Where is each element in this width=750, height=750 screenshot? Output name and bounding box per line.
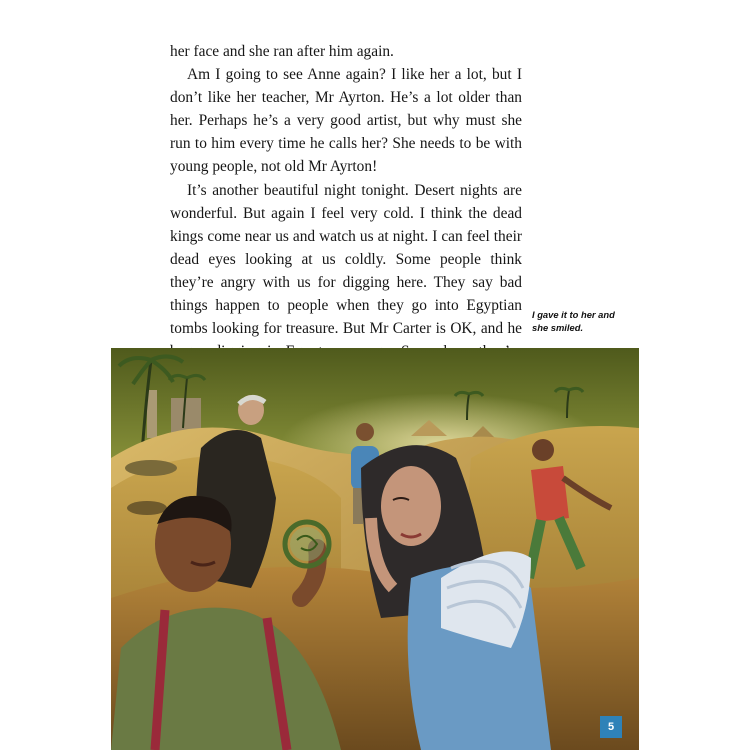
page-number: 5 <box>600 716 622 738</box>
paragraph-2: Am I going to see Anne again? I like her a lot, but I don’t like her teacher, Mr Ayrton. He’s a lot older than her. Perhaps he’s a very good artist, but why must she run to him every time he calls her? She needs to be with young people, not old Mr Ayrton! <box>170 66 522 176</box>
paragraph-3: It’s another beautiful night tonight. Desert nights are wonderful. But again I feel very cold. I think the dead kings come near us and watch us at night. I can feel their dead eyes looking at us coldly. Some people think they’re angry with us for digging here. They say bad things happen to people when they go into Egyptian tombs looking for treasure. But Mr Carter is OK, and he <box>170 181 522 338</box>
rock <box>127 501 167 515</box>
story-text <box>170 40 522 386</box>
illustration-caption: I gave it to her and she smiled. <box>532 309 615 333</box>
paragraph-1: her face and she ran after him again. <box>170 43 394 60</box>
illustration-svg <box>111 348 639 750</box>
ruin-column <box>147 390 157 438</box>
desert-excavation-illustration <box>111 348 639 750</box>
rock <box>125 460 177 476</box>
